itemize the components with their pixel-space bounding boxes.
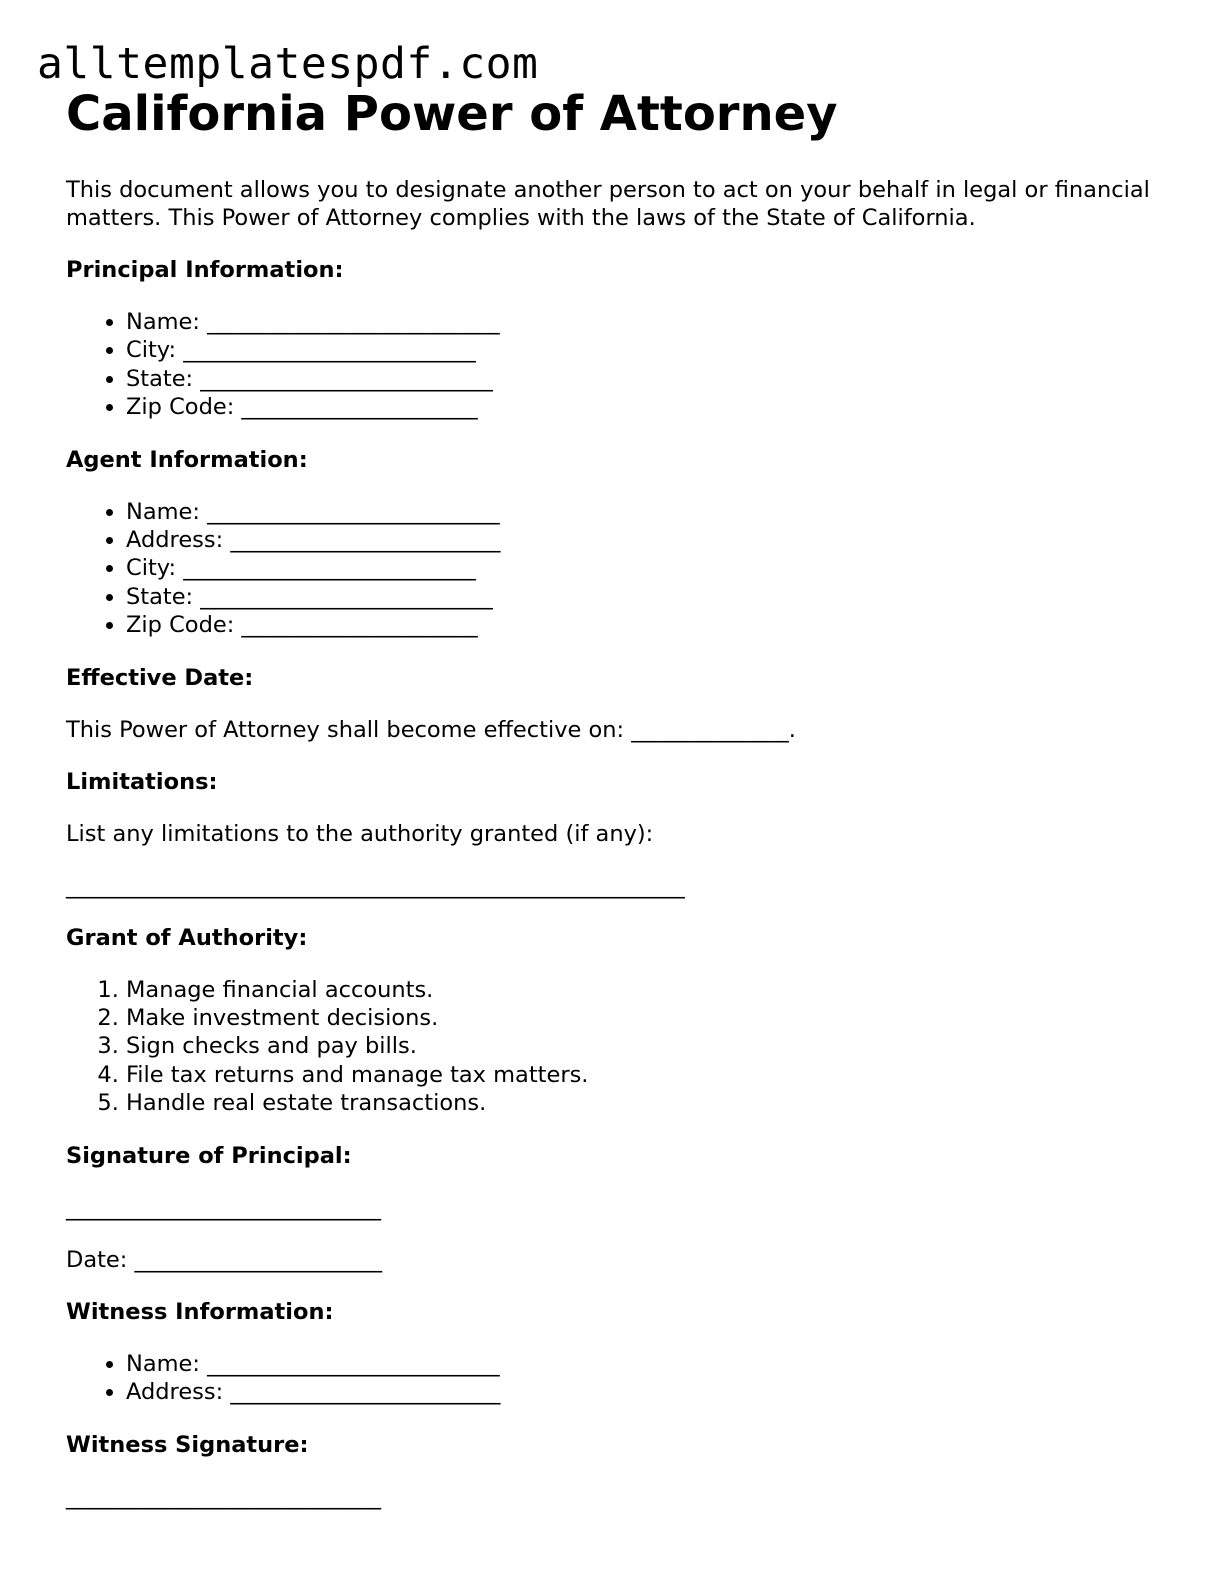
grant-item: 3. Sign checks and pay bills.	[126, 1032, 1176, 1060]
witness-info-heading: Witness Information:	[66, 1298, 334, 1325]
agent-info-list	[66, 498, 1176, 640]
witness-signature-line[interactable]: ____________________________	[66, 1483, 381, 1510]
principal-state-field[interactable]: • State: __________________________	[126, 365, 1176, 393]
principal-info-heading: Principal Information:	[66, 257, 344, 283]
witness-info-list	[66, 1350, 1176, 1407]
limitations-prompt: List any limitations to the authority granted (if any):	[66, 820, 654, 847]
agent-city-field[interactable]: • City: __________________________	[126, 554, 1176, 582]
limitations-input-line[interactable]: _______________________________________________________	[66, 872, 685, 899]
grant-item: 5. Handle real estate transactions.	[126, 1089, 1176, 1117]
effective-date-field[interactable]: This Power of Attorney shall become effective on: ______________.	[66, 716, 796, 743]
document-title: California Power of Attorney	[66, 86, 838, 142]
grant-item: 1. Manage financial accounts.	[126, 976, 1176, 1004]
document	[66, 86, 1176, 1511]
witness-signature-heading: Witness Signature:	[66, 1431, 309, 1458]
witness-name-field[interactable]: • Name: __________________________	[126, 1350, 1176, 1378]
principal-signature-line[interactable]: ____________________________	[66, 1194, 381, 1221]
effective-date-heading: Effective Date:	[66, 664, 254, 691]
principal-zip-field[interactable]: • Zip Code: _____________________	[126, 393, 1176, 421]
principal-signature-date-field[interactable]: Date: ______________________	[66, 1246, 383, 1273]
agent-name-field[interactable]: • Name: __________________________	[126, 498, 1176, 526]
principal-info-list	[66, 308, 1176, 422]
agent-state-field[interactable]: • State: __________________________	[126, 583, 1176, 611]
principal-signature-heading: Signature of Principal:	[66, 1142, 352, 1169]
agent-info-heading: Agent Information:	[66, 446, 308, 473]
grant-item: 4. File tax returns and manage tax matters.	[126, 1061, 1176, 1089]
agent-zip-field[interactable]: • Zip Code: _____________________	[126, 611, 1176, 639]
limitations-heading: Limitations:	[66, 768, 218, 795]
grant-item: 2. Make investment decisions.	[126, 1004, 1176, 1032]
witness-address-field[interactable]: • Address: ________________________	[126, 1378, 1176, 1406]
intro-paragraph: This document allows you to designate another person to act on your behalf in legal or financial matters. This Power of Attorney complies with the laws of the State of California.	[66, 177, 1150, 231]
watermark: alltemplatespdf.com	[37, 39, 539, 89]
principal-city-field[interactable]: • City: __________________________	[126, 336, 1176, 364]
grant-authority-list	[66, 976, 1176, 1118]
grant-authority-heading: Grant of Authority:	[66, 924, 308, 951]
agent-address-field[interactable]: • Address: ________________________	[126, 526, 1176, 554]
principal-name-field[interactable]: • Name: __________________________	[126, 308, 1176, 336]
